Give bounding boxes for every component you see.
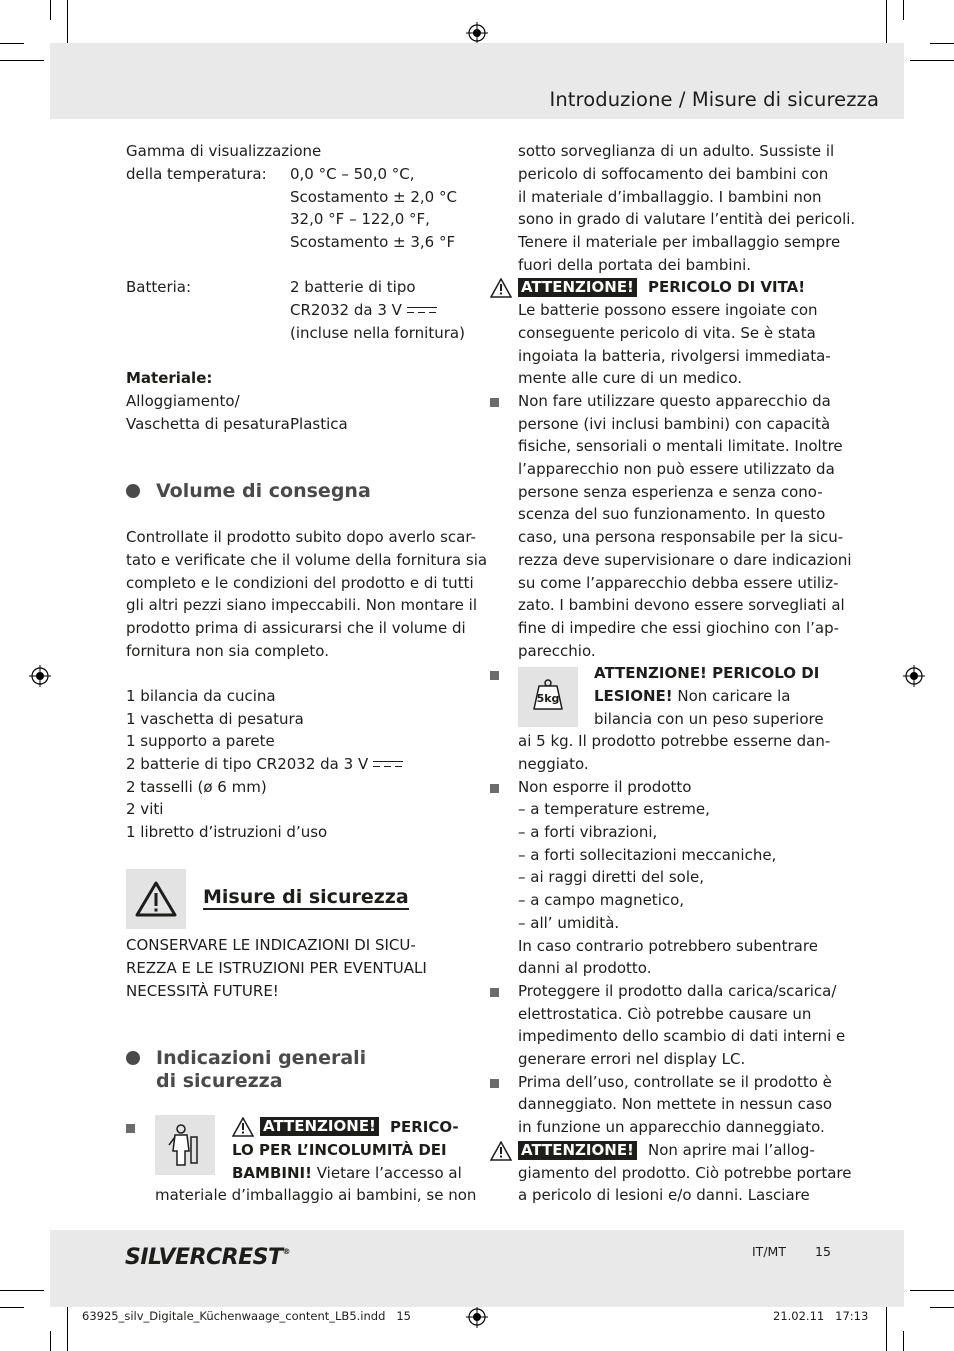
spec-value: (incluse nella fornitura) bbox=[290, 324, 465, 342]
registration-mark-icon bbox=[466, 22, 488, 44]
section-heading-general-cont: di sicurezza bbox=[156, 1070, 283, 1092]
text-line: scenza del suo funzionamento. In questo bbox=[518, 505, 826, 523]
delivery-item: 1 vaschetta di pesatura bbox=[126, 710, 304, 728]
spec-value: Scostamento ± 2,0 °C bbox=[290, 188, 457, 206]
text-line: Tenere il materiale per imballaggio sempre bbox=[518, 233, 841, 251]
text-line: In caso contrario potrebbero subentrare bbox=[518, 937, 818, 955]
material-heading: Materiale: bbox=[126, 369, 213, 387]
text-line: impedimento dello scambio di dati interni e bbox=[518, 1027, 846, 1045]
text-line: neggiato. bbox=[518, 755, 589, 773]
list-item: – ai raggi diretti del sole, bbox=[518, 868, 705, 886]
text-line: parecchio. bbox=[518, 642, 596, 660]
list-bullet-icon bbox=[490, 1079, 499, 1088]
crop-mark bbox=[0, 1307, 24, 1308]
text-line: rezza deve supervisionare o dare indicazioni bbox=[518, 551, 852, 569]
list-item: – all’ umidità. bbox=[518, 914, 620, 932]
child-warning-line: materiale d’imballaggio ai bambini, se non bbox=[155, 1186, 477, 1204]
delivery-item: 1 bilancia da cucina bbox=[126, 687, 276, 705]
warning-triangle-icon bbox=[232, 1117, 254, 1137]
warning-bold: ATTENZIONE! PERICOLO DI bbox=[594, 664, 820, 682]
section-heading-general: Indicazioni generali bbox=[156, 1047, 367, 1069]
text-line: fisiche, sensoriali o mentali limitate. Inoltre bbox=[518, 437, 843, 455]
crop-mark bbox=[886, 1307, 887, 1351]
safety-notice-line: NECESSITÀ FUTURE! bbox=[126, 982, 279, 1000]
list-item: – a temperature estreme, bbox=[518, 800, 710, 818]
text-line: fuori della portata dei bambini. bbox=[518, 256, 752, 274]
safety-notice-line: REZZA E LE ISTRUZIONI PER EVENTUALI bbox=[126, 959, 427, 977]
text-line: mente alle cure di un medico. bbox=[518, 369, 743, 387]
text-line: l’apparecchio non può essere utilizzato da bbox=[518, 460, 835, 478]
text-line: zato. I bambini devono essere sorvegliati al bbox=[518, 596, 845, 614]
crop-mark bbox=[0, 1290, 44, 1291]
text-line: a pericolo di lesioni e/o danni. Lasciare bbox=[518, 1186, 810, 1204]
text-line: pericolo di soffocamento dei bambini con bbox=[518, 165, 829, 183]
spec-value: 32,0 °F – 122,0 °F, bbox=[290, 210, 430, 228]
crop-mark bbox=[0, 60, 44, 61]
spec-label: Batteria: bbox=[126, 278, 192, 296]
text-line: Non fare utilizzare questo apparecchio da bbox=[518, 392, 831, 410]
weight-limit-pictogram bbox=[518, 667, 578, 727]
warning-bold: LESIONE! bbox=[594, 687, 673, 705]
page-title: Introduzione / Misure di sicurezza bbox=[549, 88, 879, 111]
text-line: persone (ivi inclusi bambini) con capacità bbox=[518, 415, 831, 433]
text-line: in funzione un apparecchio danneggiato. bbox=[518, 1118, 825, 1136]
text-line: Prima dell’uso, controllate se il prodotto è bbox=[518, 1073, 832, 1091]
registration-mark-icon bbox=[903, 665, 925, 687]
delivery-item: 2 tasselli (ø 6 mm) bbox=[126, 778, 267, 796]
child-warning-text: Vietare l’accesso al bbox=[311, 1164, 462, 1182]
warning-triangle-icon bbox=[490, 1141, 512, 1161]
child-warning-bold: PERICO- bbox=[390, 1118, 459, 1136]
delivery-paragraph-line: completo e le condizioni del prodotto e di tutti bbox=[126, 574, 474, 592]
warning-tag: ATTENZIONE! bbox=[260, 1117, 379, 1136]
text-line: Non aprire mai l’allog- bbox=[648, 1141, 815, 1159]
crop-mark bbox=[903, 0, 904, 20]
text-line: il materiale d’imballaggio. I bambini non bbox=[518, 188, 822, 206]
text-line: bilancia con un peso superiore bbox=[594, 710, 824, 728]
text-line: Non esporre il prodotto bbox=[518, 778, 692, 796]
dc-symbol-icon bbox=[407, 306, 437, 316]
crop-mark bbox=[886, 0, 887, 44]
text-line: caso, una persona responsabile per la sicu- bbox=[518, 528, 844, 546]
text-line bbox=[594, 685, 790, 708]
list-bullet-icon bbox=[126, 1124, 135, 1133]
spec-label: della temperatura: bbox=[126, 165, 267, 183]
spec-label: Gamma di visualizzazione bbox=[126, 142, 322, 160]
spec-value: 0,0 °C – 50,0 °C, bbox=[290, 165, 415, 183]
text-line: conseguente pericolo di vita. Se è stata bbox=[518, 324, 816, 342]
weight-label: 5kg bbox=[536, 692, 560, 705]
print-slug-date: 21.02.11 17:13 bbox=[773, 1309, 869, 1323]
registered-mark: ® bbox=[282, 1247, 290, 1256]
page-number: 15 bbox=[815, 1244, 831, 1259]
crop-mark bbox=[930, 43, 954, 44]
text-line: su come l’apparecchio debba essere utiliz- bbox=[518, 574, 839, 592]
list-bullet-icon bbox=[490, 398, 499, 407]
section-heading-safety: Misure di sicurezza bbox=[203, 886, 409, 908]
warning-triangle-icon bbox=[490, 278, 512, 298]
crop-mark bbox=[910, 60, 954, 61]
list-item: – a forti vibrazioni, bbox=[518, 823, 658, 841]
section-heading-delivery: Volume di consegna bbox=[156, 480, 371, 502]
print-slug-file: 63925_silv_Digitale_Küchenwaage_content_LB5.indd 15 bbox=[82, 1309, 411, 1323]
child-warning-bold: BAMBINI! bbox=[232, 1164, 312, 1182]
page-language: IT/MT bbox=[752, 1244, 786, 1259]
brand-logo bbox=[125, 1245, 290, 1270]
crop-mark bbox=[910, 1290, 954, 1291]
crop-mark bbox=[50, 0, 51, 20]
text-line: elettrostatica. Ciò potrebbe causare un bbox=[518, 1005, 812, 1023]
section-bullet-icon bbox=[126, 1051, 140, 1065]
warning-tag: ATTENZIONE! bbox=[518, 278, 637, 297]
text-line: ingoiata la batteria, rivolgersi immediata- bbox=[518, 347, 831, 365]
spec-value: 2 batterie di tipo bbox=[290, 278, 416, 296]
spec-value bbox=[290, 299, 437, 322]
delivery-paragraph-line: Controllate il prodotto subito dopo averlo scar- bbox=[126, 528, 476, 546]
text-line: sono in grado di valutare l’entità dei pericoli. bbox=[518, 210, 856, 228]
safety-warning-box bbox=[126, 869, 186, 929]
delivery-item: 1 libretto d’istruzioni d’uso bbox=[126, 823, 328, 841]
child-safety-icon bbox=[155, 1115, 215, 1175]
text-line: Le batterie possono essere ingoiate con bbox=[518, 301, 818, 319]
brand-text: CREST bbox=[206, 1245, 283, 1270]
child-warning-line bbox=[232, 1162, 462, 1185]
text-line: Proteggere il prodotto dalla carica/scarica/ bbox=[518, 982, 837, 1000]
crop-mark bbox=[930, 1307, 954, 1308]
spec-value-text: CR2032 da 3 V bbox=[290, 301, 402, 319]
text-line: ai 5 kg. Il prodotto potrebbe esserne dan- bbox=[518, 732, 831, 750]
spec-value: Plastica bbox=[290, 415, 348, 433]
section-bullet-icon bbox=[126, 484, 140, 498]
text-line: fine di impedire che essi giochino con l’ap- bbox=[518, 619, 840, 637]
delivery-paragraph-line: gli altri pezzi siano impeccabili. Non montare il bbox=[126, 596, 478, 614]
delivery-paragraph-line: tato e verificate che il volume della fornitura sia bbox=[126, 551, 488, 569]
list-bullet-icon bbox=[490, 988, 499, 997]
delivery-item: 2 viti bbox=[126, 800, 164, 818]
text-line: danni al prodotto. bbox=[518, 959, 652, 977]
crop-mark bbox=[67, 0, 68, 44]
delivery-item: 1 supporto a parete bbox=[126, 732, 275, 750]
warning-tag: ATTENZIONE! bbox=[518, 1141, 637, 1160]
list-bullet-icon bbox=[490, 671, 499, 680]
delivery-item-text: 2 batterie di tipo CR2032 da 3 V bbox=[126, 755, 369, 773]
text-span: Non caricare la bbox=[672, 687, 791, 705]
text-line: giamento del prodotto. Ciò potrebbe portare bbox=[518, 1164, 852, 1182]
dc-symbol-icon bbox=[373, 760, 403, 770]
crop-mark bbox=[67, 1307, 68, 1351]
list-bullet-icon bbox=[490, 784, 499, 793]
crop-mark bbox=[0, 43, 24, 44]
list-item: – a campo magnetico, bbox=[518, 891, 685, 909]
warning-bold: PERICOLO DI VITA! bbox=[648, 278, 806, 296]
delivery-item bbox=[126, 753, 403, 776]
warning-triangle-icon bbox=[126, 869, 186, 929]
safety-notice-line: CONSERVARE LE INDICAZIONI DI SICU- bbox=[126, 936, 416, 954]
spec-label: Vaschetta di pesatura: bbox=[126, 415, 295, 433]
spec-value: Scostamento ± 3,6 °F bbox=[290, 233, 456, 251]
brand-text: SILVER bbox=[125, 1245, 207, 1270]
list-item: – a forti sollecitazioni meccaniche, bbox=[518, 846, 777, 864]
text-line: danneggiato. Non mettete in nessun caso bbox=[518, 1095, 833, 1113]
spec-label: Alloggiamento/ bbox=[126, 392, 240, 410]
crop-mark bbox=[50, 1331, 51, 1351]
registration-mark-icon bbox=[466, 1306, 488, 1328]
text-line: persone senza esperienza e senza cono- bbox=[518, 483, 823, 501]
registration-mark-icon bbox=[29, 665, 51, 687]
delivery-paragraph-line: fornitura non sia completo. bbox=[126, 642, 329, 660]
text-line: generare errori nel display LC. bbox=[518, 1050, 746, 1068]
child-warning-pictogram bbox=[155, 1115, 215, 1175]
child-warning-bold: LO PER L’INCOLUMITÀ DEI bbox=[232, 1141, 447, 1159]
delivery-paragraph-line: prodotto prima di assicurarsi che il volume di bbox=[126, 619, 466, 637]
text-line: sotto sorveglianza di un adulto. Sussiste il bbox=[518, 142, 835, 160]
crop-mark bbox=[903, 1331, 904, 1351]
